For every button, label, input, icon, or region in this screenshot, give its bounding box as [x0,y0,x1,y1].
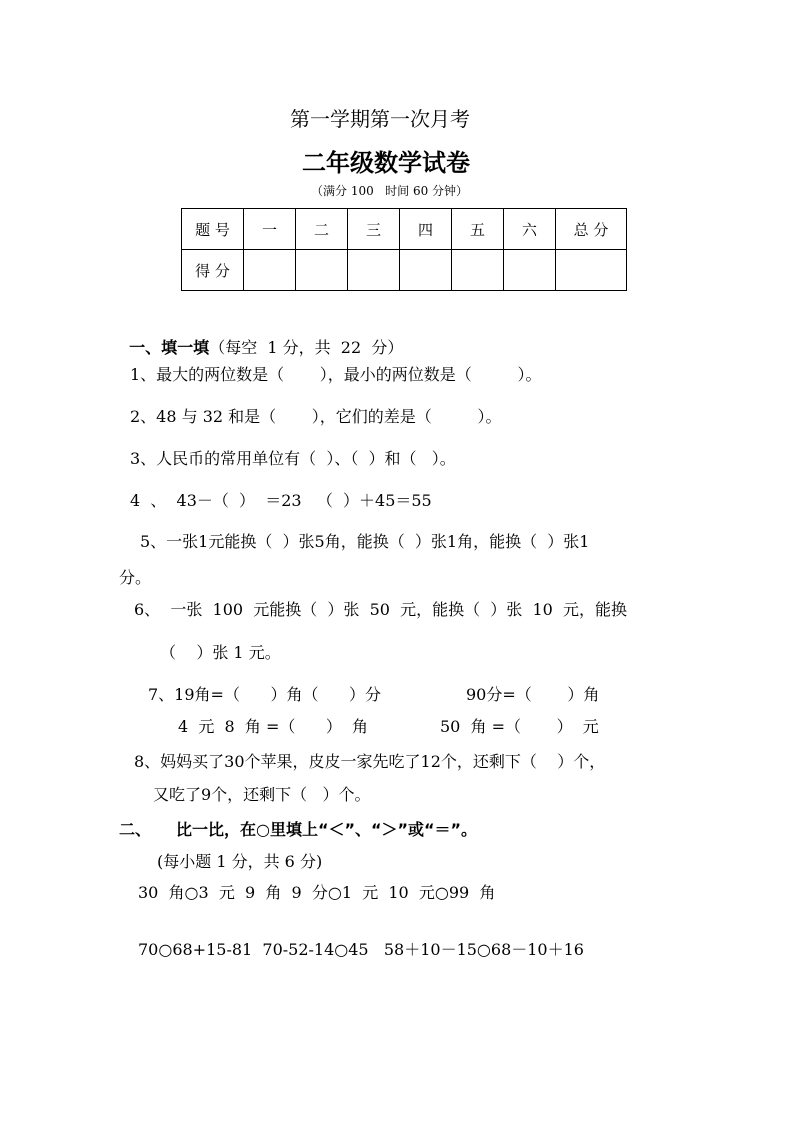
compare-row-2: 70○68+15-81 70-52-14○45 58＋10－15○68－10＋16 [138,940,584,959]
exam-title: 二年级数学试卷 [302,149,470,177]
score-cell-total[interactable] [556,250,627,291]
score-table-col-5: 五 [452,209,504,250]
question-7-line-1a: 7、19角=（ ）角（ ）分 [148,685,381,704]
score-table [181,208,627,291]
score-table-col-total: 总 分 [556,209,627,250]
question-7-line-2a: 4 元 8 角 =（ ） 角 [178,717,369,736]
score-table-col-2: 二 [296,209,348,250]
section2-number: 二、 [119,820,152,839]
question-7-line-2b: 50 角 =（ ） 元 [440,717,599,736]
question-8-line-1: 8、妈妈买了30个苹果，皮皮一家先吃了12个，还剩下（ ）个， [134,752,606,771]
question-2: 2、48 与 32 和是（ ），它们的差是（ ）。 [130,407,502,426]
score-cell-4[interactable] [400,250,452,291]
section2-heading: 比一比，在○里填上“＜”、“＞”或“＝”。 [176,820,478,839]
score-table-col-4: 四 [400,209,452,250]
score-cell-5[interactable] [452,250,504,291]
score-table-label-score: 得 分 [182,250,244,291]
score-cell-2[interactable] [296,250,348,291]
score-table-header-row [182,209,627,250]
question-6-line-1: 6、 一张 100 元能换（ ）张 50 元，能换（ ）张 10 元，能换 [134,600,627,619]
score-cell-3[interactable] [348,250,400,291]
score-cell-1[interactable] [244,250,296,291]
question-5-line-1: 5、一张1元能换（ ）张5角，能换（ ）张1角，能换（ ）张1 [140,532,590,551]
score-table-score-row [182,250,627,291]
score-table-label-question: 题 号 [182,209,244,250]
question-4: 4 、 43－（ ） ＝23 （ ）＋45＝55 [130,491,432,510]
score-table-col-6: 六 [504,209,556,250]
question-1: 1、最大的两位数是（ ），最小的两位数是（ ）。 [130,365,542,384]
section2-note: (每小题 1 分，共 6 分) [157,852,323,871]
compare-row-1: 30 角○3 元 9 角 9 分○1 元 10 元○99 角 [138,883,496,902]
section1-heading: 一、填一填 [129,338,210,357]
section1-heading-row [119,316,403,358]
score-cell-6[interactable] [504,250,556,291]
score-table-col-3: 三 [348,209,400,250]
exam-score-time-note: （满分 100 时间 60 分钟） [311,184,469,198]
question-3: 3、人民币的常用单位有（ ）、（ ）和（ ）。 [130,449,456,468]
score-table-col-1: 一 [244,209,296,250]
question-6-line-2: （ ）张 1 元。 [160,643,281,662]
question-5-line-2: 分。 [119,568,152,587]
section1-heading-note: （每空 1 分，共 22 分） [209,338,404,357]
question-8-line-2: 又吃了9个，还剩下（ ）个。 [153,785,371,804]
exam-subtitle: 第一学期第一次月考 [290,107,470,131]
question-7-line-1b: 90分=（ ）角 [466,685,600,704]
